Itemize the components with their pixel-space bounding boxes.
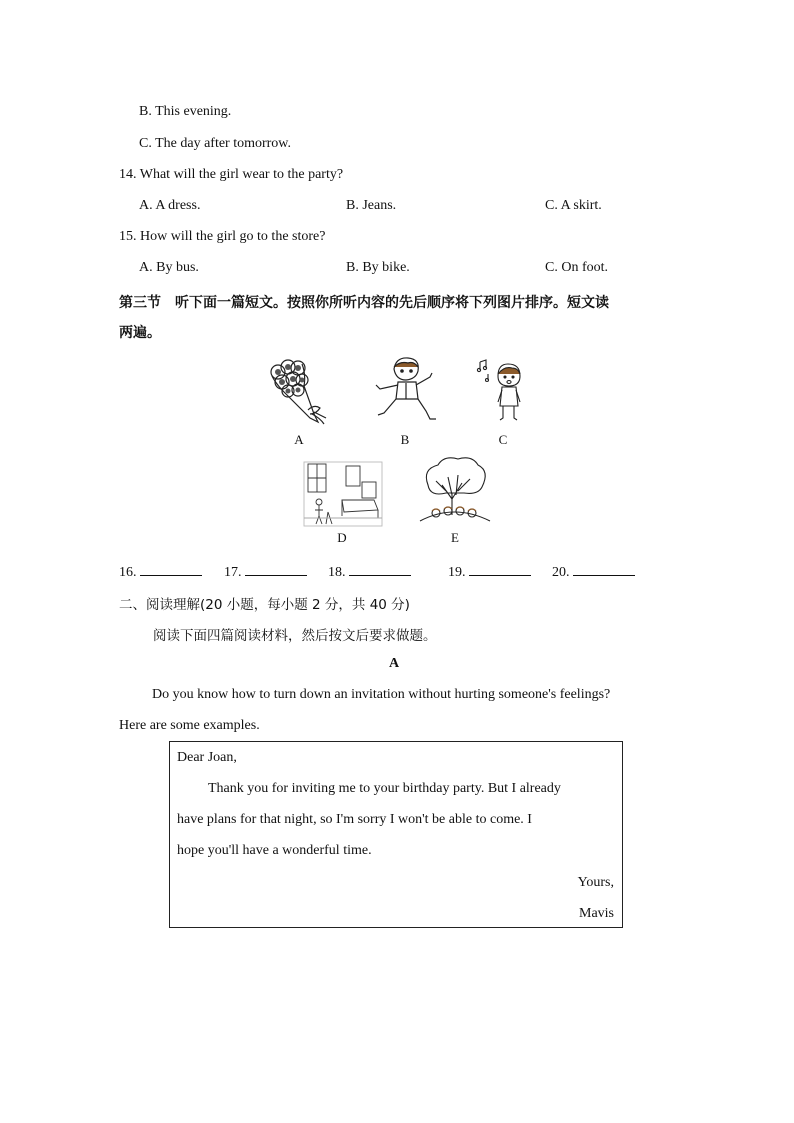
answer-16: 16. [119,563,202,581]
picture-label-c: C [498,432,508,447]
letter-body-line1: Thank you for inviting me to your birthday party. But I already [208,781,561,796]
q13-option-b: B. This evening. [139,104,232,119]
bedroom-picture [302,460,384,528]
letter-signature: Mavis [579,906,614,921]
letter-greeting: Dear Joan, [177,750,237,765]
answer-17: 17. [224,563,307,581]
reading-section-heading: 二、阅读理解(20 小题，每小题 2 分，共 40 分) [119,597,410,613]
letter-body-line3: hope you'll have a wonderful time. [177,843,372,858]
q15-option-c: C. On foot. [545,260,608,275]
answer-20-blank[interactable] [573,563,635,576]
singing-boy-picture [476,358,532,426]
picture-label-d: D [337,530,347,545]
reading-instruction: 阅读下面四篇阅读材料，然后按文后要求做题。 [153,628,437,644]
kungfu-boy-picture [370,355,440,425]
answer-16-blank[interactable] [140,563,202,576]
passage-intro-line2: Here are some examples. [119,718,260,733]
q15-option-a: A. By bus. [139,260,199,275]
answer-19-blank[interactable] [469,563,531,576]
answer-18-blank[interactable] [349,563,411,576]
q14-option-c: C. A skirt. [545,198,602,213]
answer-18: 18. [328,563,411,581]
passage-title: A [389,656,400,671]
answer-19: 19. [448,563,531,581]
q15-option-b: B. By bike. [346,260,410,275]
q15-question: 15. How will the girl go to the store? [119,229,326,244]
section3-instruction-line1: 第三节 听下面一篇短文。按照你所听内容的先后顺序将下列图片排序。短文读 [119,295,609,311]
picture-label-b: B [400,432,410,447]
q14-option-b: B. Jeans. [346,198,397,213]
letter-closing: Yours, [577,875,614,890]
q14-question: 14. What will the girl wear to the party? [119,167,344,182]
letter-body-line2: have plans for that night, so I'm sorry I won't be able to come. I [177,812,532,827]
bouquet-picture [264,358,334,426]
section3-instruction-line2: 两遍。 [119,325,161,341]
picture-label-e: E [451,530,459,545]
letter-box [169,741,623,928]
q14-option-a: A. A dress. [139,198,201,213]
answer-17-blank[interactable] [245,563,307,576]
q13-option-c: C. The day after tomorrow. [139,136,292,151]
tree-children-picture [418,455,492,527]
picture-label-a: A [294,432,304,447]
passage-intro-line1: Do you know how to turn down an invitation without hurting someone's feelings? [152,687,611,702]
answer-20: 20. [552,563,635,581]
